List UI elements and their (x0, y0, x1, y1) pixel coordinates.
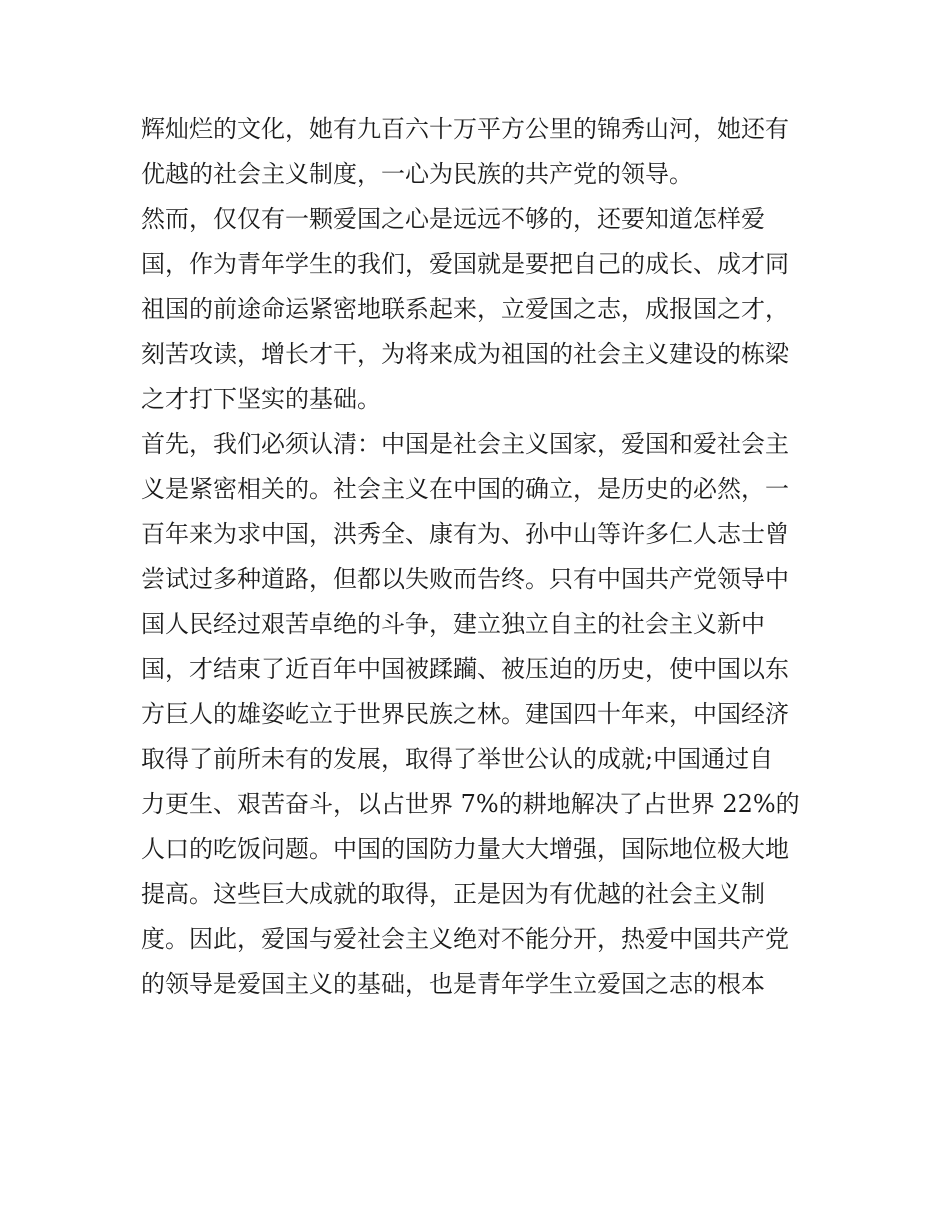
text-line: 度。因此，爱国与爱社会主义绝对不能分开，热爱中国共产党 (141, 925, 789, 953)
text-line: 然而，仅仅有一颗爱国之心是远远不够的，还要知道怎样爱 (141, 205, 765, 233)
text-line: 的领导是爱国主义的基础，也是青年学生立爱国之志的根本 (141, 970, 765, 998)
text-line: 力更生、艰苦奋斗，以占世界 7%的耕地解决了占世界 22%的 (141, 790, 800, 818)
text-line: 辉灿烂的文化，她有九百六十万平方公里的锦秀山河，她还有 (141, 115, 789, 143)
text-line: 方巨人的雄姿屹立于世界民族之林。建国四十年来，中国经济 (141, 700, 789, 728)
text-line: 人口的吃饭问题。中国的国防力量大大增强，国际地位极大地 (141, 835, 789, 863)
text-line: 百年来为求中国，洪秀全、康有为、孙中山等许多仁人志士曾 (141, 520, 789, 548)
text-line: 义是紧密相关的。社会主义在中国的确立，是历史的必然，一 (141, 475, 789, 503)
text-line: 国，作为青年学生的我们，爱国就是要把自己的成长、成才同 (141, 250, 789, 278)
text-line: 国，才结束了近百年中国被蹂躏、被压迫的历史，使中国以东 (141, 655, 789, 683)
text-line: 祖国的前途命运紧密地联系起来，立爱国之志，成报国之才， (141, 295, 789, 323)
text-line: 刻苦攻读，增长才干，为将来成为祖国的社会主义建设的栋梁 (141, 340, 789, 368)
body-text (141, 107, 813, 1007)
text-line: 取得了前所未有的发展，取得了举世公认的成就;中国通过自 (141, 745, 774, 773)
text-line: 之才打下坚实的基础。 (141, 385, 381, 413)
text-line: 提高。这些巨大成就的取得，正是因为有优越的社会主义制 (141, 880, 765, 908)
text-line: 尝试过多种道路，但都以失败而告终。只有中国共产党领导中 (141, 565, 789, 593)
text-line: 首先，我们必须认清：中国是社会主义国家，爱国和爱社会主 (141, 430, 789, 458)
text-line: 国人民经过艰苦卓绝的斗争，建立独立自主的社会主义新中 (141, 610, 765, 638)
text-line: 优越的社会主义制度，一心为民族的共产党的领导。 (141, 160, 693, 188)
